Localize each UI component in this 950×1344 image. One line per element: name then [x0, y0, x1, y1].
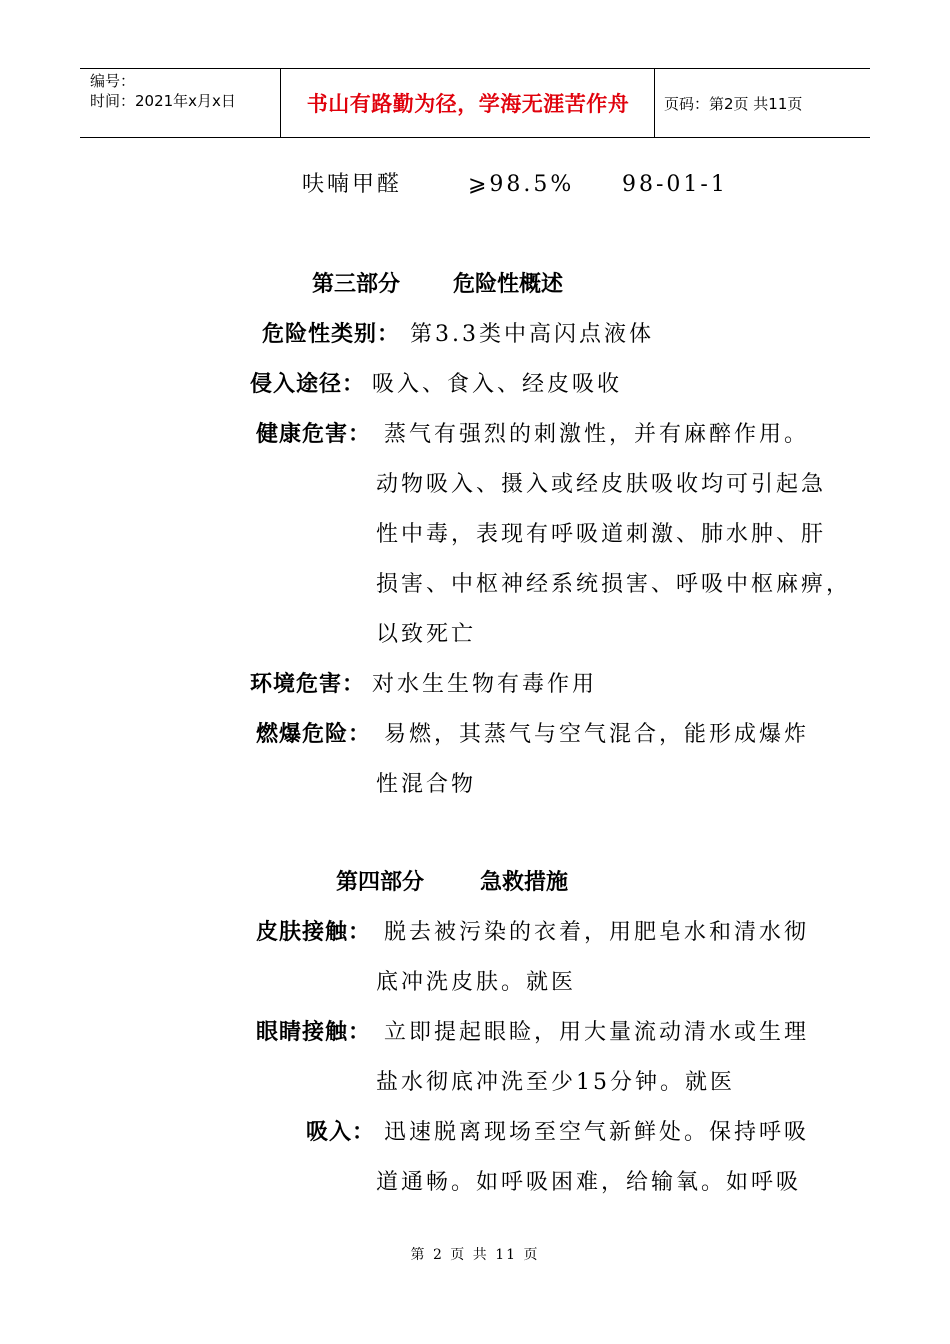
hazard-class-label: 危险性类别：	[262, 322, 401, 347]
skin-contact-line: 脱去被污染的衣着，用肥皂水和清水彻	[384, 920, 810, 945]
section-3-heading-title: 危险性概述	[453, 272, 564, 297]
health-hazard-label: 健康危害：	[256, 422, 372, 447]
health-hazard-line: 损害、中枢神经系统损害、呼吸中枢麻痹，	[376, 572, 852, 597]
environment-hazard-label: 环境危害：	[250, 672, 366, 697]
section-3-heading-number: 第三部分	[312, 272, 401, 297]
document-number-label: 编号：	[90, 72, 136, 90]
inhalation-label: 吸入：	[306, 1120, 376, 1145]
skin-contact-line: 底冲洗皮肤。就医	[376, 970, 577, 995]
header-divider	[654, 69, 655, 137]
component-cas-number: 98-01-1	[622, 172, 728, 197]
inhalation-line: 迅速脱离现场至空气新鲜处。保持呼吸	[384, 1120, 810, 1145]
header-page-info: 页码：第2页 共11页	[664, 94, 803, 113]
health-hazard-line: 蒸气有强烈的刺激性，并有麻醉作用。	[384, 422, 810, 447]
health-hazard-line: 性中毒，表现有呼吸道刺激、肺水肿、肝	[376, 522, 827, 547]
page-footer: 第 2 页 共 11 页	[410, 1247, 540, 1263]
section-4-heading-title: 急救措施	[480, 870, 569, 895]
document-date: 时间：2021年x月x日	[90, 92, 236, 110]
fire-hazard-line: 性混合物	[376, 772, 477, 797]
environment-hazard-value: 对水生生物有毒作用	[372, 672, 598, 697]
component-name: 呋喃甲醛	[302, 172, 403, 197]
route-label: 侵入途径：	[250, 372, 366, 397]
fire-hazard-line: 易燃，其蒸气与空气混合，能形成爆炸	[384, 722, 810, 747]
eye-contact-line: 立即提起眼睑，用大量流动清水或生理	[384, 1020, 810, 1045]
eye-contact-label: 眼睛接触：	[256, 1020, 372, 1045]
health-hazard-line: 动物吸入、摄入或经皮肤吸收均可引起急	[376, 472, 827, 497]
route-value: 吸入、食入、经皮吸收	[372, 372, 623, 397]
header-divider	[280, 69, 281, 137]
header-meta	[90, 71, 236, 111]
health-hazard-line: 以致死亡	[376, 622, 477, 647]
eye-contact-line: 盐水彻底冲洗至少15分钟。就医	[376, 1070, 735, 1095]
inhalation-line: 道通畅。如呼吸困难，给输氧。如呼吸	[376, 1170, 802, 1195]
component-content: ⩾98.5%	[468, 172, 575, 197]
header-motto: 书山有路勤为径，学海无涯苦作舟	[306, 92, 630, 116]
skin-contact-label: 皮肤接触：	[256, 920, 372, 945]
page-header	[80, 68, 870, 138]
hazard-class-value: 第3.3类中高闪点液体	[410, 322, 654, 347]
section-4-heading-number: 第四部分	[336, 870, 425, 895]
fire-hazard-label: 燃爆危险：	[256, 722, 372, 747]
